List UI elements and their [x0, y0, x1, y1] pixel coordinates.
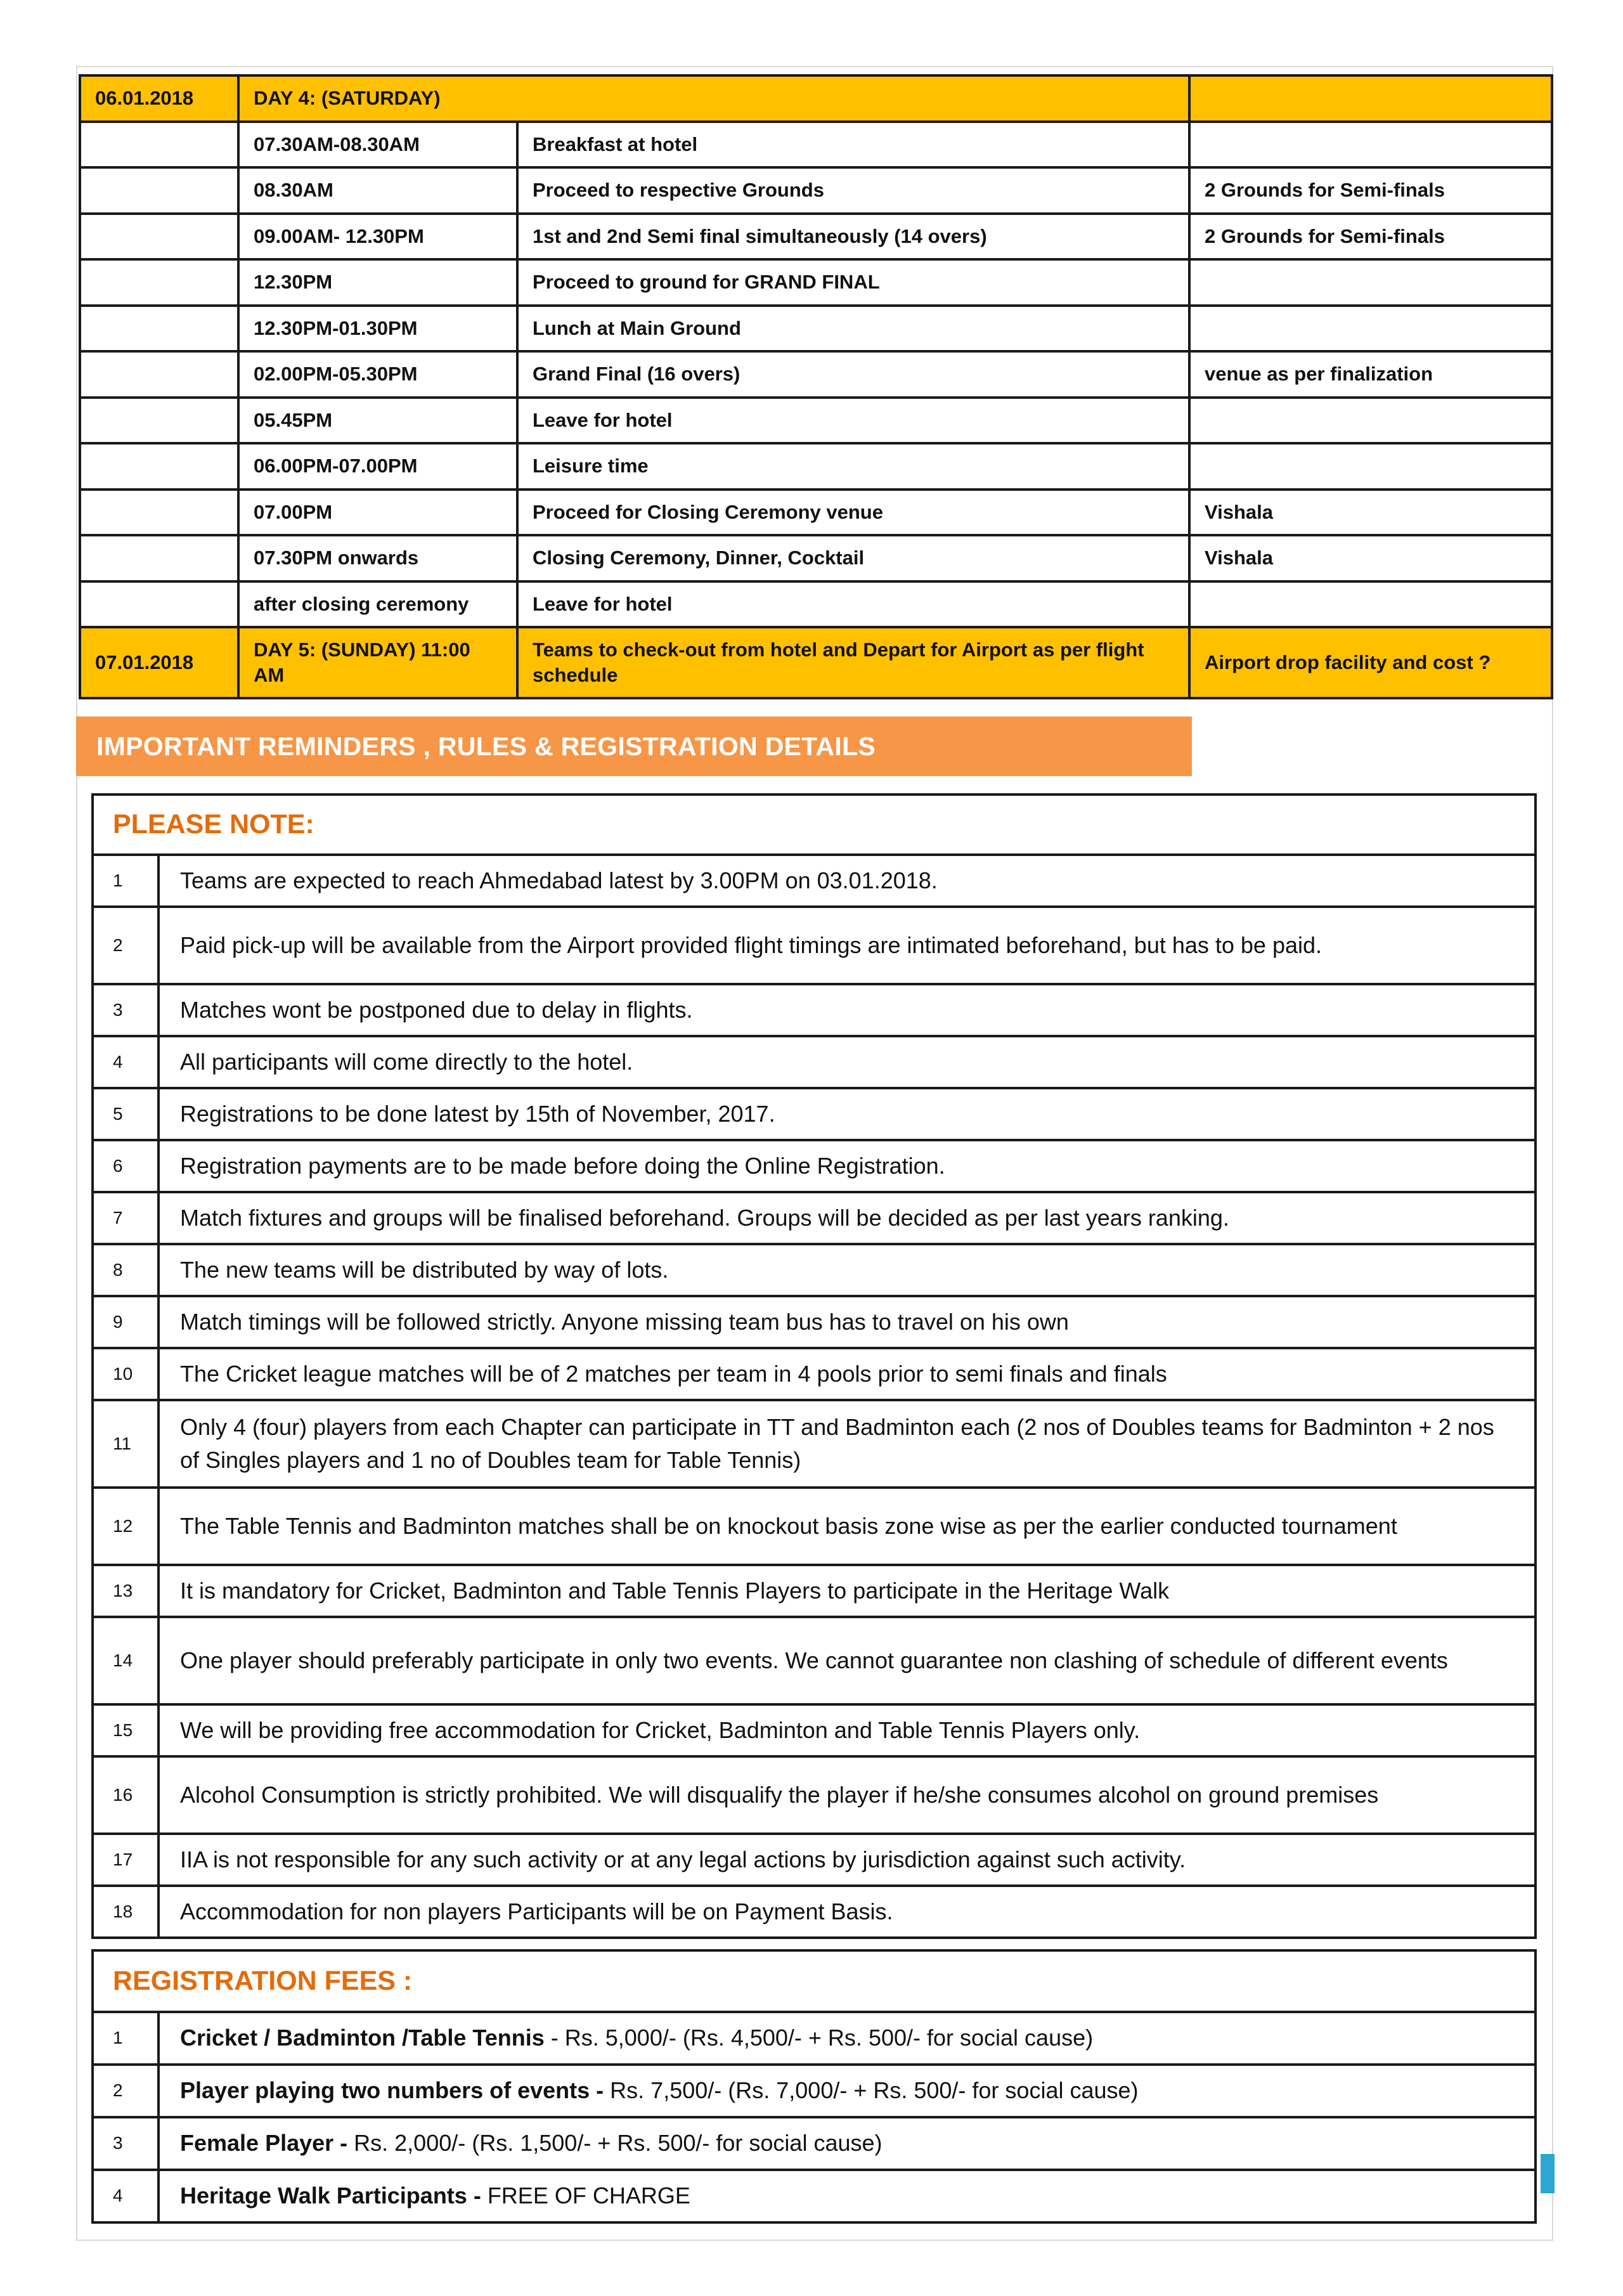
schedule-activity: 1st and 2nd Semi final simultaneously (14 overs) — [517, 214, 1189, 260]
schedule-time: after closing ceremony — [238, 581, 517, 628]
note-number: 14 — [93, 1617, 158, 1704]
schedule-time: 05.45PM — [238, 398, 517, 444]
schedule-note — [1189, 259, 1552, 306]
note-text: Registration payments are to be made before doing the Online Registration. — [158, 1140, 1536, 1192]
note-number: 16 — [93, 1756, 158, 1834]
fee-amount: Rs. 7,500/- (Rs. 7,000/- + Rs. 500/- for social cause) — [604, 2077, 1139, 2104]
note-row — [93, 1834, 1536, 1886]
schedule-date-cell — [80, 581, 238, 628]
day5-title: DAY 5: (SUNDAY) 11:00 AM — [238, 627, 517, 698]
schedule-activity: Lunch at Main Ground — [517, 306, 1189, 352]
schedule-row — [80, 167, 1552, 214]
schedule-time: 06.00PM-07.00PM — [238, 443, 517, 490]
fees-heading: REGISTRATION FEES : — [93, 1950, 1536, 2012]
schedule-date-cell — [80, 351, 238, 398]
schedule-activity: Grand Final (16 overs) — [517, 351, 1189, 398]
note-number: 1 — [93, 855, 158, 907]
schedule-time: 08.30AM — [238, 167, 517, 214]
note-number: 7 — [93, 1192, 158, 1244]
schedule-table — [79, 74, 1553, 699]
note-text: Matches wont be postponed due to delay in flights. — [158, 984, 1536, 1036]
fee-cell — [158, 2170, 1536, 2222]
note-text: Only 4 (four) players from each Chapter can participate in TT and Badminton each (2 nos of Doubles teams for Badminton + 2 nos of Singles players and 1 no of Doubles team for Table Tennis) — [158, 1400, 1536, 1488]
schedule-time: 07.30PM onwards — [238, 535, 517, 581]
note-text: Accommodation for non players Participants will be on Payment Basis. — [158, 1886, 1536, 1938]
note-text: One player should preferably participate in only two events. We cannot guarantee non clashing of schedule of different events — [158, 1617, 1536, 1704]
note-row — [93, 1348, 1536, 1400]
side-tab — [1541, 2154, 1555, 2193]
day5-date: 07.01.2018 — [80, 627, 238, 698]
fee-label: Cricket / Badminton /Table Tennis — [180, 2025, 545, 2051]
day5-row — [80, 627, 1552, 698]
schedule-date-cell — [80, 214, 238, 260]
note-number: 9 — [93, 1296, 158, 1348]
note-number: 6 — [93, 1140, 158, 1192]
note-text: Paid pick-up will be available from the Airport provided flight timings are intimated beforehand, but has to be paid. — [158, 907, 1536, 984]
fee-number: 1 — [93, 2012, 158, 2065]
schedule-note — [1189, 306, 1552, 352]
please-note-table — [91, 793, 1537, 1939]
schedule-activity: Proceed for Closing Ceremony venue — [517, 490, 1189, 536]
schedule-note: 2 Grounds for Semi-finals — [1189, 167, 1552, 214]
day4-note — [1189, 75, 1552, 122]
note-text: The new teams will be distributed by way of lots. — [158, 1244, 1536, 1296]
schedule-activity: Closing Ceremony, Dinner, Cocktail — [517, 535, 1189, 581]
fee-amount: Rs. 2,000/- (Rs. 1,500/- + Rs. 500/- for social cause) — [354, 2130, 883, 2157]
schedule-row — [80, 398, 1552, 444]
schedule-activity: Leave for hotel — [517, 581, 1189, 628]
note-number: 15 — [93, 1704, 158, 1756]
section-banner: IMPORTANT REMINDERS , RULES & REGISTRATION DETAILS — [76, 717, 1192, 776]
schedule-date-cell — [80, 122, 238, 168]
schedule-time: 12.30PM-01.30PM — [238, 306, 517, 352]
schedule-row — [80, 351, 1552, 398]
schedule-time: 07.30AM-08.30AM — [238, 122, 517, 168]
fee-row — [93, 2065, 1536, 2117]
note-row — [93, 1756, 1536, 1834]
note-row — [93, 1565, 1536, 1617]
schedule-activity: Leisure time — [517, 443, 1189, 490]
schedule-activity: Proceed to ground for GRAND FINAL — [517, 259, 1189, 306]
note-number: 4 — [93, 1036, 158, 1088]
schedule-time: 02.00PM-05.30PM — [238, 351, 517, 398]
schedule-time: 09.00AM- 12.30PM — [238, 214, 517, 260]
fee-row — [93, 2012, 1536, 2065]
note-row — [93, 1088, 1536, 1140]
schedule-row — [80, 259, 1552, 306]
note-row — [93, 1244, 1536, 1296]
schedule-date-cell — [80, 167, 238, 214]
fee-row — [93, 2117, 1536, 2170]
note-row — [93, 1400, 1536, 1488]
schedule-row — [80, 306, 1552, 352]
schedule-row — [80, 443, 1552, 490]
schedule-time: 07.00PM — [238, 490, 517, 536]
note-text: Match fixtures and groups will be finalised beforehand. Groups will be decided as per last years ranking. — [158, 1192, 1536, 1244]
day4-title: DAY 4: (SATURDAY) — [238, 75, 1189, 122]
schedule-activity: Leave for hotel — [517, 398, 1189, 444]
note-number: 8 — [93, 1244, 158, 1296]
note-number: 12 — [93, 1488, 158, 1565]
fee-number: 4 — [93, 2170, 158, 2222]
note-number: 18 — [93, 1886, 158, 1938]
fee-number: 3 — [93, 2117, 158, 2170]
note-number: 2 — [93, 907, 158, 984]
schedule-note — [1189, 398, 1552, 444]
fee-number: 2 — [93, 2065, 158, 2117]
schedule-time: 12.30PM — [238, 259, 517, 306]
schedule-date-cell — [80, 398, 238, 444]
note-number: 10 — [93, 1348, 158, 1400]
fee-cell — [158, 2065, 1536, 2117]
schedule-note — [1189, 122, 1552, 168]
schedule-activity: Proceed to respective Grounds — [517, 167, 1189, 214]
fee-row — [93, 2170, 1536, 2222]
fee-label: Female Player - — [180, 2130, 354, 2157]
day5-activity: Teams to check-out from hotel and Depart for Airport as per flight schedule — [517, 627, 1189, 698]
note-text: The Cricket league matches will be of 2 matches per team in 4 pools prior to semi finals and finals — [158, 1348, 1536, 1400]
note-row — [93, 984, 1536, 1036]
note-text: The Table Tennis and Badminton matches shall be on knockout basis zone wise as per the earlier conducted tournament — [158, 1488, 1536, 1565]
schedule-row — [80, 214, 1552, 260]
fee-label: Player playing two numbers of events - — [180, 2077, 604, 2104]
note-row — [93, 1296, 1536, 1348]
please-note-header-row — [93, 795, 1536, 855]
schedule-row — [80, 490, 1552, 536]
schedule-activity: Breakfast at hotel — [517, 122, 1189, 168]
schedule-row — [80, 581, 1552, 628]
day4-date: 06.01.2018 — [80, 75, 238, 122]
schedule-row — [80, 535, 1552, 581]
note-number: 11 — [93, 1400, 158, 1488]
note-number: 3 — [93, 984, 158, 1036]
day4-header-row — [80, 75, 1552, 122]
note-number: 13 — [93, 1565, 158, 1617]
day5-note: Airport drop facility and cost ? — [1189, 627, 1552, 698]
fee-amount: - Rs. 5,000/- (Rs. 4,500/- + Rs. 500/- for social cause) — [544, 2025, 1094, 2051]
schedule-date-cell — [80, 443, 238, 490]
note-text: Match timings will be followed strictly. Anyone missing team bus has to travel on his own — [158, 1296, 1536, 1348]
fee-cell — [158, 2117, 1536, 2170]
note-row — [93, 1140, 1536, 1192]
note-number: 17 — [93, 1834, 158, 1886]
fees-header-row — [93, 1950, 1536, 2012]
note-row — [93, 1704, 1536, 1756]
schedule-note: 2 Grounds for Semi-finals — [1189, 214, 1552, 260]
note-text: All participants will come directly to the hotel. — [158, 1036, 1536, 1088]
schedule-note — [1189, 581, 1552, 628]
schedule-note: venue as per finalization — [1189, 351, 1552, 398]
note-row — [93, 1488, 1536, 1565]
note-number: 5 — [93, 1088, 158, 1140]
note-row — [93, 855, 1536, 907]
note-text: It is mandatory for Cricket, Badminton and Table Tennis Players to participate in the Heritage Walk — [158, 1565, 1536, 1617]
schedule-date-cell — [80, 490, 238, 536]
please-note-heading: PLEASE NOTE: — [93, 795, 1536, 855]
registration-fees-table — [91, 1949, 1537, 2224]
note-text: IIA is not responsible for any such activity or at any legal actions by jurisdiction against such activity. — [158, 1834, 1536, 1886]
fee-amount: FREE OF CHARGE — [481, 2182, 690, 2209]
note-text: Alcohol Consumption is strictly prohibited. We will disqualify the player if he/she consumes alcohol on ground premises — [158, 1756, 1536, 1834]
note-row — [93, 1036, 1536, 1088]
note-text: Registrations to be done latest by 15th of November, 2017. — [158, 1088, 1536, 1140]
schedule-date-cell — [80, 535, 238, 581]
schedule-row — [80, 122, 1552, 168]
note-text: Teams are expected to reach Ahmedabad latest by 3.00PM on 03.01.2018. — [158, 855, 1536, 907]
schedule-note — [1189, 443, 1552, 490]
note-row — [93, 907, 1536, 984]
fee-label: Heritage Walk Participants - — [180, 2182, 481, 2209]
schedule-date-cell — [80, 306, 238, 352]
note-row — [93, 1192, 1536, 1244]
schedule-note: Vishala — [1189, 535, 1552, 581]
note-row — [93, 1886, 1536, 1938]
schedule-note: Vishala — [1189, 490, 1552, 536]
fee-cell — [158, 2012, 1536, 2065]
note-row — [93, 1617, 1536, 1704]
schedule-date-cell — [80, 259, 238, 306]
note-text: We will be providing free accommodation for Cricket, Badminton and Table Tennis Players only. — [158, 1704, 1536, 1756]
